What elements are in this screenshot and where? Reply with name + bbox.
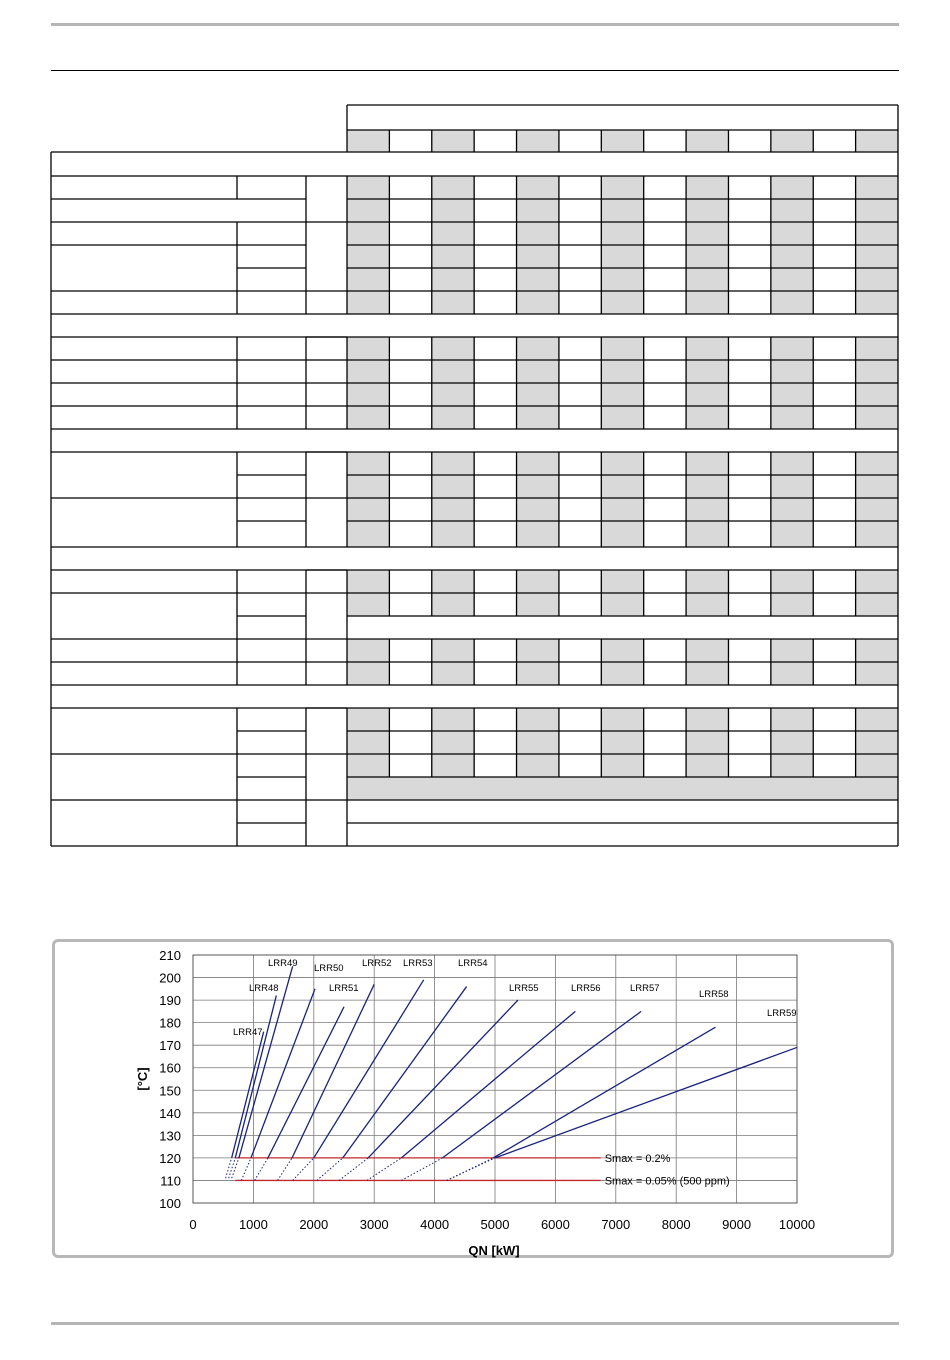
shaded-cell xyxy=(432,245,474,268)
series-label: LRR51 xyxy=(329,983,359,994)
shaded-cell xyxy=(601,406,643,429)
shaded-cell xyxy=(601,731,643,754)
shaded-cell xyxy=(601,383,643,406)
shaded-cell xyxy=(517,176,559,199)
shaded-cell xyxy=(686,754,728,777)
footer-rule xyxy=(51,1322,899,1325)
shaded-cell xyxy=(686,708,728,731)
shaded-cell xyxy=(601,708,643,731)
shaded-cell xyxy=(601,245,643,268)
shaded-cell xyxy=(517,498,559,521)
shaded-cell xyxy=(432,570,474,593)
shaded-cell xyxy=(432,754,474,777)
y-tick-label: 150 xyxy=(159,1083,181,1099)
shaded-cell xyxy=(347,498,389,521)
y-tick-label: 190 xyxy=(159,993,181,1009)
header-shaded-cell xyxy=(517,130,559,152)
x-tick-label: 8000 xyxy=(661,1217,691,1232)
x-tick-label: 3000 xyxy=(359,1217,389,1232)
shaded-cell xyxy=(347,639,389,662)
series-line xyxy=(495,1047,797,1157)
series-label: LRR57 xyxy=(630,983,660,994)
shaded-cell xyxy=(771,383,813,406)
shaded-cell xyxy=(856,245,898,268)
x-tick-label: 2000 xyxy=(299,1217,329,1232)
shaded-cell xyxy=(347,406,389,429)
shaded-cell xyxy=(347,360,389,383)
header-shaded-cell xyxy=(686,130,728,152)
series-line xyxy=(493,1027,715,1158)
y-tick-label: 130 xyxy=(159,1128,181,1144)
shaded-cell xyxy=(517,452,559,475)
x-tick-label: 10000 xyxy=(778,1217,816,1232)
shaded-cell xyxy=(347,291,389,314)
shaded-cell xyxy=(432,199,474,222)
shaded-cell xyxy=(686,176,728,199)
shaded-cell xyxy=(771,475,813,498)
shaded-cell xyxy=(517,199,559,222)
series-extrapolation xyxy=(401,1158,442,1181)
shaded-cell xyxy=(517,731,559,754)
shaded-span-cell xyxy=(347,777,898,800)
header-shaded-cell xyxy=(347,130,389,152)
shaded-cell xyxy=(856,731,898,754)
shaded-cell xyxy=(601,337,643,360)
shaded-cell xyxy=(517,406,559,429)
shaded-cell xyxy=(856,498,898,521)
shaded-cell xyxy=(601,268,643,291)
shaded-cell xyxy=(347,337,389,360)
series-extrapolation xyxy=(232,1158,239,1178)
shaded-cell xyxy=(347,245,389,268)
shaded-cell xyxy=(601,291,643,314)
shaded-cell xyxy=(686,570,728,593)
shaded-cell xyxy=(856,452,898,475)
shaded-cell xyxy=(347,708,389,731)
series-extrapolation xyxy=(293,1158,314,1181)
shaded-cell xyxy=(771,337,813,360)
shaded-cell xyxy=(856,176,898,199)
shaded-cell xyxy=(686,475,728,498)
shaded-cell xyxy=(517,708,559,731)
series-label: LRR59 xyxy=(767,1008,797,1019)
header-shaded-cell xyxy=(432,130,474,152)
y-tick-label: 110 xyxy=(160,1173,181,1189)
shaded-cell xyxy=(771,498,813,521)
shaded-cell xyxy=(432,593,474,616)
shaded-cell xyxy=(686,593,728,616)
shaded-cell xyxy=(347,268,389,291)
shaded-cell xyxy=(517,662,559,685)
shaded-cell xyxy=(347,731,389,754)
series-line xyxy=(239,966,293,1158)
limit-label: Smax = 0.05% (500 ppm) xyxy=(604,1175,730,1188)
y-tick-label: 170 xyxy=(159,1038,181,1054)
shaded-cell xyxy=(347,593,389,616)
series-line xyxy=(235,996,276,1158)
shaded-cell xyxy=(686,452,728,475)
shaded-cell xyxy=(856,475,898,498)
y-tick-label: 200 xyxy=(159,970,181,986)
series-label: LRR54 xyxy=(458,958,488,969)
shaded-cell xyxy=(347,199,389,222)
series-extrapolation xyxy=(367,1158,401,1181)
series-label: LRR49 xyxy=(268,958,298,969)
shaded-cell xyxy=(856,222,898,245)
shaded-cell xyxy=(432,176,474,199)
shaded-cell xyxy=(517,383,559,406)
series-label: LRR58 xyxy=(699,989,729,1000)
series-line xyxy=(251,989,315,1158)
shaded-cell xyxy=(517,639,559,662)
shaded-cell xyxy=(771,452,813,475)
shaded-cell xyxy=(432,708,474,731)
x-tick-label: 5000 xyxy=(480,1217,510,1232)
shaded-cell xyxy=(432,406,474,429)
shaded-cell xyxy=(517,570,559,593)
shaded-cell xyxy=(771,662,813,685)
series-label: LRR48 xyxy=(249,983,279,994)
shaded-cell xyxy=(432,222,474,245)
y-tick-label: 160 xyxy=(159,1060,181,1076)
series-label: LRR56 xyxy=(571,983,601,994)
shaded-cell xyxy=(856,639,898,662)
shaded-cell xyxy=(771,639,813,662)
shaded-cell xyxy=(347,662,389,685)
shaded-cell xyxy=(771,199,813,222)
shaded-cell xyxy=(601,222,643,245)
shaded-cell xyxy=(686,245,728,268)
series-extrapolation xyxy=(226,1158,232,1178)
shaded-cell xyxy=(601,199,643,222)
series-extrapolation xyxy=(278,1158,292,1181)
shaded-cell xyxy=(347,383,389,406)
shaded-cell xyxy=(771,245,813,268)
y-tick-label: 100 xyxy=(159,1196,181,1211)
shaded-cell xyxy=(517,593,559,616)
shaded-cell xyxy=(517,268,559,291)
shaded-cell xyxy=(856,291,898,314)
shaded-cell xyxy=(771,521,813,547)
y-tick-label: 210 xyxy=(159,948,181,963)
shaded-cell xyxy=(856,754,898,777)
series-extrapolation xyxy=(317,1158,343,1181)
shaded-cell xyxy=(347,222,389,245)
shaded-cell xyxy=(686,521,728,547)
series-extrapolation xyxy=(229,1158,236,1178)
shaded-cell xyxy=(347,754,389,777)
shaded-cell xyxy=(686,222,728,245)
series-line xyxy=(401,1011,575,1158)
x-tick-label: 7000 xyxy=(601,1217,631,1232)
shaded-cell xyxy=(432,337,474,360)
shaded-cell xyxy=(856,521,898,547)
shaded-cell xyxy=(517,475,559,498)
shaded-cell xyxy=(432,452,474,475)
shaded-cell xyxy=(517,754,559,777)
shaded-cell xyxy=(347,475,389,498)
shaded-cell xyxy=(686,662,728,685)
x-tick-label: 6000 xyxy=(540,1217,570,1232)
shaded-cell xyxy=(601,754,643,777)
shaded-cell xyxy=(601,570,643,593)
series-line xyxy=(442,1011,641,1158)
shaded-cell xyxy=(347,570,389,593)
shaded-cell xyxy=(771,731,813,754)
y-tick-label: 140 xyxy=(159,1105,181,1121)
shaded-cell xyxy=(517,222,559,245)
shaded-cell xyxy=(432,639,474,662)
shaded-cell xyxy=(601,639,643,662)
x-tick-label: 0 xyxy=(189,1217,197,1232)
shaded-cell xyxy=(517,291,559,314)
header-shaded-cell xyxy=(771,130,813,152)
shaded-cell xyxy=(601,521,643,547)
shaded-cell xyxy=(432,360,474,383)
x-tick-label: 1000 xyxy=(238,1217,268,1232)
y-tick-label: 120 xyxy=(159,1150,181,1166)
shaded-cell xyxy=(432,291,474,314)
shaded-cell xyxy=(432,498,474,521)
shaded-cell xyxy=(517,245,559,268)
shaded-cell xyxy=(771,176,813,199)
shaded-cell xyxy=(686,199,728,222)
series-extrapolation xyxy=(255,1158,268,1181)
shaded-cell xyxy=(856,662,898,685)
shaded-cell xyxy=(686,360,728,383)
shaded-cell xyxy=(771,268,813,291)
shaded-cell xyxy=(771,754,813,777)
shaded-cell xyxy=(686,268,728,291)
shaded-cell xyxy=(686,383,728,406)
series-label: LRR55 xyxy=(509,983,539,994)
series-label: LRR47 xyxy=(233,1027,263,1038)
header-shaded-cell xyxy=(856,130,898,152)
shaded-cell xyxy=(771,593,813,616)
shaded-cell xyxy=(432,731,474,754)
temperature-output-chart xyxy=(0,930,950,1270)
shaded-cell xyxy=(601,475,643,498)
shaded-cell xyxy=(771,708,813,731)
series-label: LRR53 xyxy=(403,958,433,969)
shaded-cell xyxy=(347,452,389,475)
y-tick-label: 180 xyxy=(159,1015,181,1031)
shaded-cell xyxy=(432,383,474,406)
shaded-cell xyxy=(601,452,643,475)
shaded-cell xyxy=(686,639,728,662)
shaded-cell xyxy=(686,498,728,521)
shaded-cell xyxy=(601,360,643,383)
shaded-cell xyxy=(856,593,898,616)
shaded-cell xyxy=(771,291,813,314)
shaded-cell xyxy=(856,383,898,406)
shaded-cell xyxy=(517,337,559,360)
series-line xyxy=(232,1032,264,1158)
series-label: LRR52 xyxy=(362,958,392,969)
shaded-cell xyxy=(856,406,898,429)
series-extrapolation xyxy=(241,1158,251,1181)
shaded-cell xyxy=(856,570,898,593)
series-extrapolation xyxy=(447,1158,495,1181)
shaded-cell xyxy=(686,291,728,314)
shaded-cell xyxy=(517,360,559,383)
shaded-cell xyxy=(771,360,813,383)
shaded-cell xyxy=(601,498,643,521)
shaded-cell xyxy=(601,593,643,616)
shaded-cell xyxy=(856,708,898,731)
shaded-cell xyxy=(517,521,559,547)
shaded-cell xyxy=(601,662,643,685)
shaded-cell xyxy=(432,475,474,498)
series-label: LRR50 xyxy=(314,963,344,974)
shaded-cell xyxy=(432,268,474,291)
shaded-cell xyxy=(347,521,389,547)
shaded-cell xyxy=(686,337,728,360)
limit-label: Smax = 0.2% xyxy=(604,1152,671,1165)
shaded-cell xyxy=(771,222,813,245)
y-axis-title: [°C] xyxy=(135,1067,150,1091)
series-extrapolation xyxy=(339,1158,368,1181)
shaded-cell xyxy=(856,199,898,222)
shaded-cell xyxy=(432,521,474,547)
shaded-cell xyxy=(432,662,474,685)
shaded-cell xyxy=(856,337,898,360)
x-tick-label: 9000 xyxy=(722,1217,752,1232)
shaded-cell xyxy=(601,176,643,199)
shaded-cell xyxy=(347,176,389,199)
header-shaded-cell xyxy=(601,130,643,152)
shaded-cell xyxy=(856,268,898,291)
shaded-cell xyxy=(771,406,813,429)
shaded-cell xyxy=(686,731,728,754)
x-tick-label: 4000 xyxy=(420,1217,450,1232)
shaded-cell xyxy=(856,360,898,383)
shaded-cell xyxy=(686,406,728,429)
shaded-cell xyxy=(771,570,813,593)
x-axis-title: QN [kW] xyxy=(468,1243,520,1258)
